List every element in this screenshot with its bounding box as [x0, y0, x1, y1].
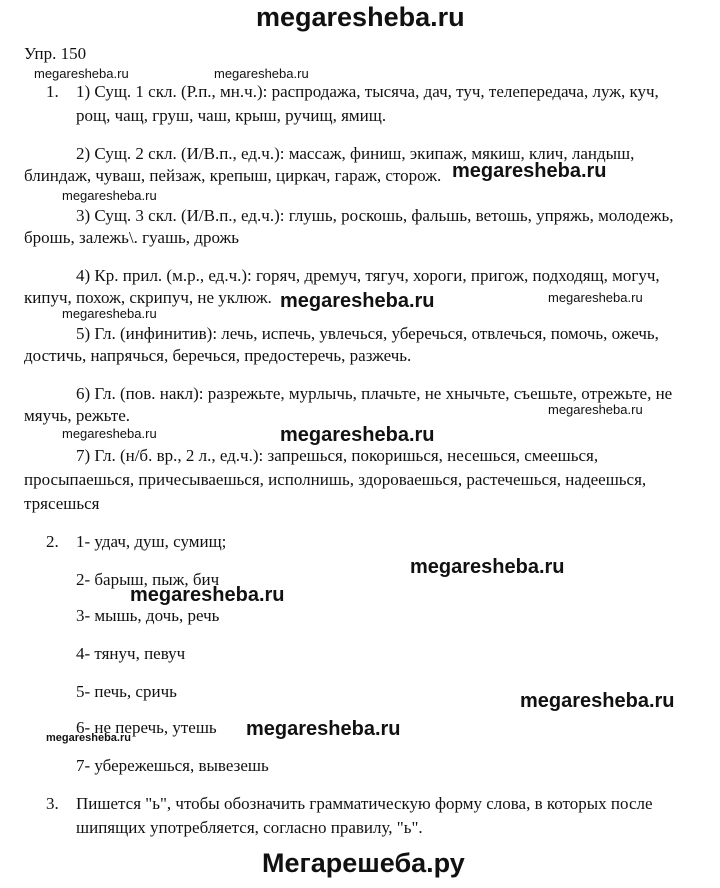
- item-line: брошь, залежь\. гуашь, дрожь: [24, 228, 240, 247]
- watermark: megaresheba.ru: [548, 402, 643, 417]
- watermark: megaresheba.ru: [280, 424, 435, 446]
- watermark: megaresheba.ru: [34, 66, 129, 81]
- item-line: трясешься: [24, 494, 100, 513]
- watermark: megaresheba.ru: [46, 732, 131, 744]
- watermark: megaresheba.ru: [130, 584, 285, 606]
- watermark: megaresheba.ru: [62, 188, 157, 203]
- item-line: 4) Кр. прил. (м.р., ед.ч.): горяч, дремуч, тягуч, хороги, пригож, подходящ, могуч,: [76, 266, 660, 285]
- watermark: megaresheba.ru: [214, 66, 309, 81]
- watermark: megaresheba.ru: [246, 718, 401, 740]
- list-item: 3- мышь, дочь, речь: [76, 606, 220, 625]
- site-header: megaresheba.ru: [256, 2, 465, 32]
- exercise-title: Упр. 150: [24, 44, 87, 63]
- item-line: 5) Гл. (инфинитив): лечь, испечь, увлечься, уберечься, отвлечься, помочь, ожечь,: [76, 324, 659, 343]
- watermark: megaresheba.ru: [410, 556, 565, 578]
- list-item: 1- удач, душ, сумищ;: [76, 532, 227, 551]
- item-text: 1) Сущ. 1 скл. (Р.п., мн.ч.): распродажа, тысяча, дач, туч, телепередача, луж, куч,: [76, 82, 659, 101]
- item-line: рощ, чащ, груш, чаш, крыш, ручищ, ямищ.: [76, 106, 387, 125]
- item-line: достичь, напрячься, беречься, предостеречь, разжечь.: [24, 346, 412, 365]
- item-line: мяучь, режьте.: [24, 406, 131, 425]
- section-number: 1.: [46, 82, 59, 101]
- watermark: megaresheba.ru: [548, 290, 643, 305]
- site-footer: Мегарешеба.ру: [262, 848, 465, 878]
- list-item: 5- печь, сричь: [76, 682, 177, 701]
- paragraph-line: Пишется "ь", чтобы обозначить грамматическую форму слова, в которых после: [76, 794, 653, 813]
- item-line: просыпаешься, причесываешься, исполнишь, здороваешься, растечешься, надеешься,: [24, 470, 647, 489]
- item-line: 7) Гл. (н/б. вр., 2 л., ед.ч.): запрешься, покоришься, несешься, смеешься,: [76, 446, 599, 465]
- paragraph-line: шипящих употребляется, согласно правилу, "ь".: [76, 818, 423, 837]
- list-item: 6- не перечь, утешь: [76, 718, 217, 737]
- section-number: 3.: [46, 794, 59, 813]
- watermark: megaresheba.ru: [520, 690, 675, 712]
- item-line: 3) Сущ. 3 скл. (И/В.п., ед.ч.): глушь, роскошь, фальшь, ветошь, упряжь, молодежь,: [76, 206, 674, 225]
- item-line: кипуч, похож, скрипуч, не уклюж.: [24, 288, 272, 307]
- item-line: 6) Гл. (пов. накл): разрежьте, мурлычь, плачьте, не хнычьте, съешьте, отрежьте, не: [76, 384, 673, 403]
- item-line: 2) Сущ. 2 скл. (И/В.п., ед.ч.): массаж, финиш, экипаж, мякиш, клич, ландыш,: [76, 144, 635, 163]
- watermark: megaresheba.ru: [62, 426, 157, 441]
- item-line: блиндаж, чуваш, пейзаж, крепыш, циркач, гараж, сторож.: [24, 166, 442, 185]
- watermark: megaresheba.ru: [280, 290, 435, 312]
- watermark: megaresheba.ru: [452, 160, 607, 182]
- watermark: megaresheba.ru: [62, 306, 157, 321]
- list-item: 7- убережешься, вывезешь: [76, 756, 269, 775]
- section-number: 2.: [46, 532, 59, 551]
- list-item: 4- тянуч, певуч: [76, 644, 186, 663]
- item-line: [76, 82, 704, 102]
- list-item: 2- барыш, пыж, бич: [76, 570, 220, 589]
